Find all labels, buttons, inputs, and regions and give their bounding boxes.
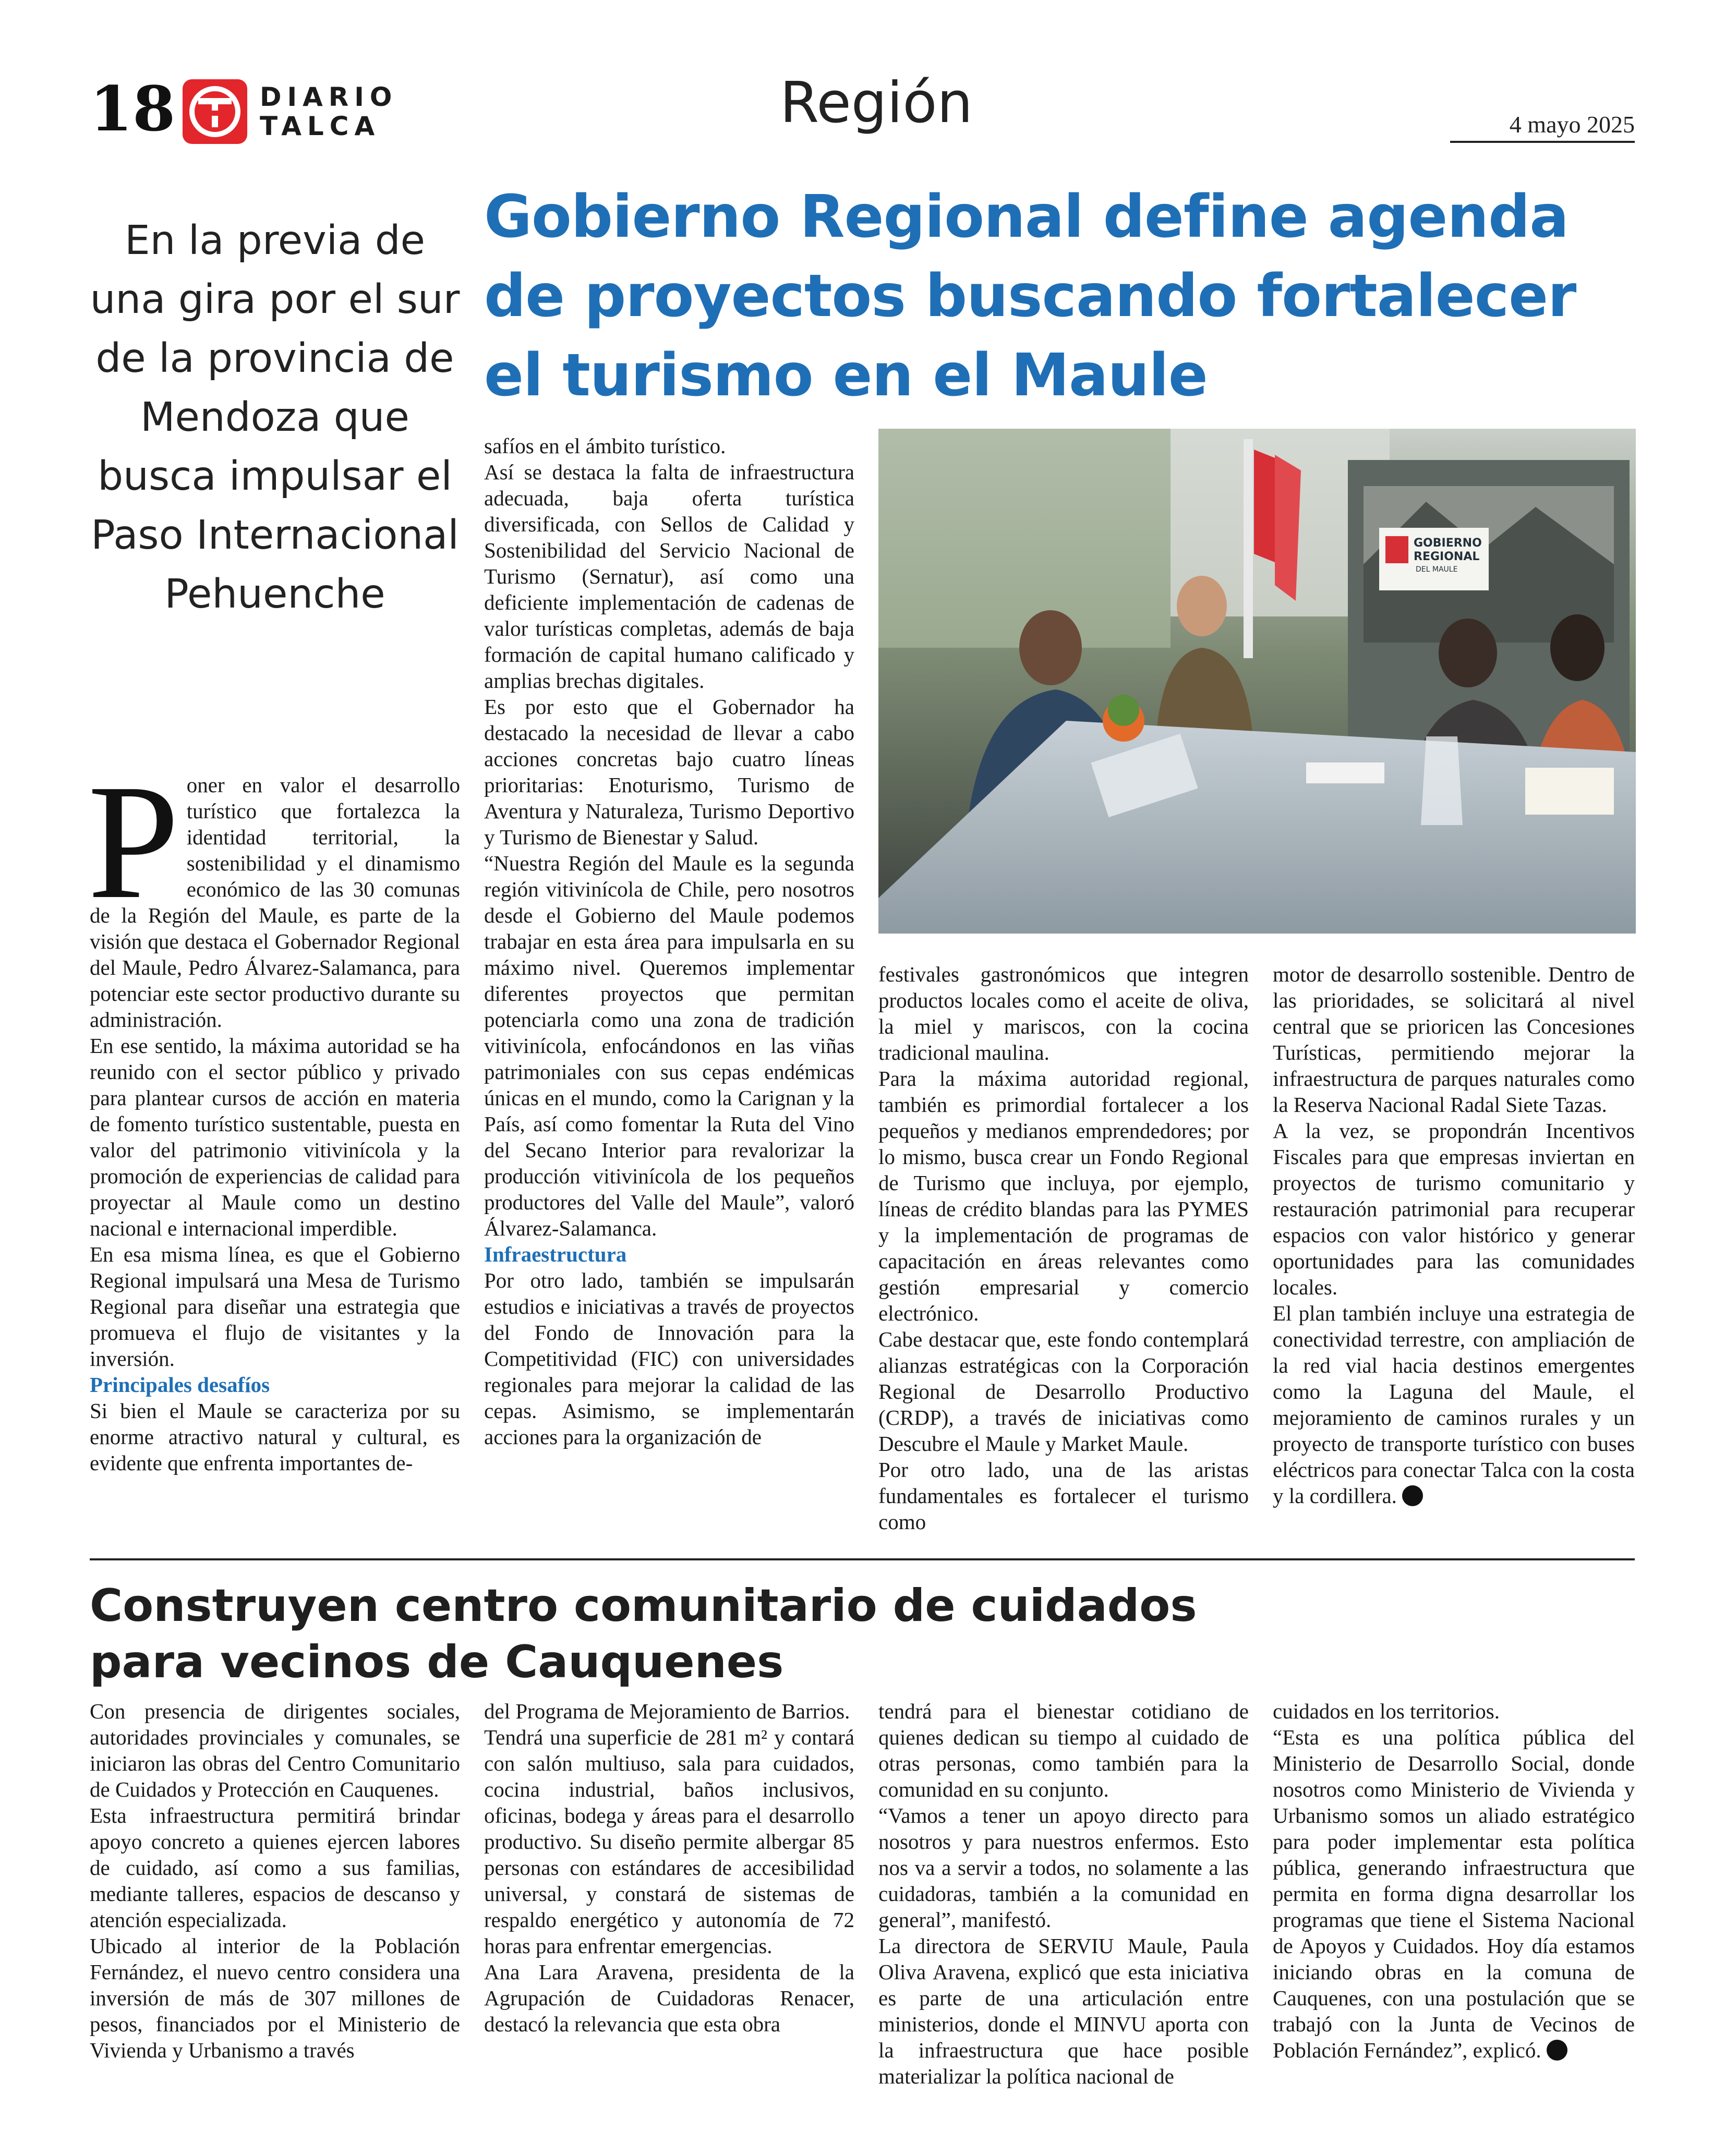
paragraph: Si bien el Maule se caracteriza por su enorme atractivo natural y cultural, es evidente que enfrenta importantes de-	[90, 1399, 460, 1475]
article2-column-2	[484, 1698, 854, 2037]
paragraph: En ese sentido, la máxima autoridad se ha reunido con el sector público y privado para plantear cursos de acción en materia de fomento turístico sustentable, puesta en valor del patrimonio vitivinícola y la promoción de experiencias de calidad para proyectar al Maule como un destino nacional e internacional imperdible.	[90, 1034, 460, 1240]
paragraph: A la vez, se propondrán Incentivos Fiscales para que empresas inviertan en proyectos de turismo comunitario y restauración patrimonial para recuperar espacios con valor histórico y generar oportunidades para las comunidades locales.	[1273, 1119, 1635, 1299]
paragraph: Así se destaca la falta de infraestructura adecuada, baja oferta turística diversificada, con Sellos de Calidad y Sostenibilidad del Servicio Nacional de Turismo (Sernatur), así como una deficiente implementación de cadenas de valor turísticas completas, además de baja formación de capital humano calificado y amplias brechas digitales.	[484, 460, 854, 693]
paragraph: Poner en valor el desarrollo turístico que fortalezca la identidad territorial, la sostenibilidad y el dinamismo económico de las 30 comunas de la Región del Maule, es parte de la visión que destaca el Gobernador Regional del Maule, Pedro Álvarez-Salamanca, para potenciar este sector productivo durante su administración.	[88, 750, 460, 1032]
paragraph: motor de desarrollo sostenible. Dentro de las prioridades, se solicitará al nivel central que se prioricen las Concesiones Turísticas, permitiendo mejorar la infraestructura de parques naturales como la Reserva Nacional Radal Siete Tazas.	[1273, 962, 1635, 1117]
end-of-article-icon	[1547, 2040, 1567, 2061]
article-lead: En la previa de una gira por el sur de la provincia de Mendoza que busca impulsar el Paso Internacional Pehuenche	[90, 217, 460, 617]
paragraph: safíos en el ámbito turístico.	[484, 434, 726, 458]
paragraph: Por otro lado, una de las aristas fundamentales es fortalecer el turismo como	[878, 1458, 1249, 1534]
article1-column-1	[88, 750, 460, 1476]
paragraph: Cabe destacar que, este fondo contemplará alianzas estratégicas con la Corporación Regional de Desarrollo Productivo (CRDP), a través de iniciativas como Descubre el Maule y Market Maule.	[878, 1327, 1249, 1456]
article1-column-3	[878, 961, 1249, 1535]
paragraph: Con presencia de dirigentes sociales, autoridades provinciales y comunales, se iniciaron las obras del Centro Comunitario de Cuidados y Protección en Cauquenes.	[90, 1699, 460, 1801]
paragraph: cuidados en los territorios.	[1273, 1699, 1500, 1723]
article1-column-4	[1273, 961, 1635, 1509]
paragraph: En esa misma línea, es que el Gobierno Regional impulsará una Mesa de Turismo Regional para diseñar una estrategia que promueva el flujo de visitantes y la inversión.	[90, 1242, 460, 1371]
paragraph: Tendrá una superficie de 281 m² y contará con salón multiuso, sala para cuidados, cocina industrial, baños inclusivos, oficinas, bodega y áreas para el desarrollo productivo. Su diseño permite albergar 85 personas con estándares de accesibilidad universal, y constará de sistemas de respaldo energético y autonomía de 72 horas para enfrentar emergencias.	[484, 1725, 854, 1958]
section-title: Región	[780, 70, 973, 136]
brand-line-2: TALCA	[260, 111, 381, 141]
paragraph: Ana Lara Aravena, presidenta de la Agrupación de Cuidadoras Renacer, destacó la relevancia que esta obra	[484, 1960, 854, 2036]
paragraph: festivales gastronómicos que integren productos locales como el aceite de oliva, la miel y mariscos, con la cocina tradicional maulina.	[878, 962, 1249, 1064]
drop-cap: P	[88, 750, 179, 933]
paragraph: Por otro lado, también se impulsarán estudios e iniciativas a través de proyectos del Fondo de Innovación para la Competitividad (FIC) con universidades regionales para mejorar la calidad de las cepas. Asimismo, se implementarán acciones para la organización de	[484, 1268, 854, 1449]
paragraph: “Esta es una política pública del Ministerio de Desarrollo Social, donde nosotros como Ministerio de Vivienda y Urbanismo somos un aliado estratégico para poder implementar esta política pública, generando infraestructura que permita en forma digna desarrollar los programas que tiene el Sistema Nacional de Apoyos y Cuidados. Hoy día estamos iniciando obras en la comuna de Cauquenes, con una postulación que se trabajó con la Junta de Vecinos de Población Fernández”, explicó.	[1273, 1725, 1635, 2062]
article2-column-1	[90, 1698, 460, 2063]
article2-column-4	[1273, 1698, 1635, 2063]
paragraph: El plan también incluye una estrategia de conectividad terrestre, con ampliación de la red vial hacia destinos emergentes como la Laguna del Maule, el mejoramiento de caminos rurales y un proyecto de transporte turístico con buses eléctricos para conectar Talca con la costa y la cordillera.	[1273, 1301, 1635, 1508]
paragraph: Para la máxima autoridad regional, también es primordial fortalecer a los pequeños y medianos emprendedores; por lo mismo, busca crear un Fondo Regional de Turismo que incluya, por ejemplo, líneas de crédito blandas para las PYMES y la implementación de programas de capacitación en áreas relevantes como gestión empresarial y comercio electrónico.	[878, 1067, 1249, 1325]
brand-name	[260, 82, 397, 141]
paragraph: Esta infraestructura permitirá brindar apoyo concreto a quienes ejercen labores de cuidado, así como a sus familias, mediante talleres, espacios de descanso y atención especializada.	[90, 1803, 460, 1932]
second-headline: Construyen centro comunitario de cuidados para vecinos de Cauquenes	[90, 1580, 1197, 1688]
date-underline	[1450, 141, 1635, 143]
sign-line-2: REGIONAL	[1414, 550, 1480, 563]
subheading-infraestructura: Infraestructura	[484, 1242, 627, 1266]
brand-logo[interactable]	[183, 79, 402, 146]
sign-line-1: GOBIERNO	[1414, 537, 1482, 550]
paragraph: La directora de SERVIU Maule, Paula Oliva Aravena, explicó que esta iniciativa es parte de una articulación entre ministerios, donde el MINVU aporta con la infraestructura que hace posible materializar la política nacional de	[878, 1934, 1249, 2088]
paragraph: Es por esto que el Gobernador ha destacado la necesidad de llevar a cabo acciones concretas bajo cuatro líneas prioritarias: Enoturismo, Turismo de Aventura y Naturaleza, Turismo Deportivo y Turismo de Bienestar y Salud.	[484, 695, 854, 849]
main-headline: Gobierno Regional define agenda de proyectos buscando fortalecer el turismo en el Maule	[484, 183, 1576, 409]
issue-date: 4 mayo 2025	[1509, 111, 1635, 138]
subheading-desafios: Principales desafíos	[90, 1373, 270, 1397]
article-divider	[90, 1558, 1635, 1560]
article2-column-3	[878, 1698, 1249, 2089]
meeting-photo	[878, 429, 1636, 934]
diario-talca-logo-icon	[183, 79, 247, 144]
paragraph: “Vamos a tener un apoyo directo para nosotros y para nuestros enfermos. Esto nos va a servir a todos, no solamente a las cuidadoras, también a la comunidad en general”, manifestó.	[878, 1803, 1249, 1932]
paragraph: tendrá para el bienestar cotidiano de quienes dedican su tiempo al cuidado de otras personas, como también para la comunidad en su conjunto.	[878, 1699, 1249, 1801]
paragraph: Ubicado al interior de la Población Fernández, el nuevo centro considera una inversión de más de 307 millones de pesos, financiados por el Ministerio de Vivienda y Urbanismo a través	[90, 1934, 460, 2062]
sign-line-3: DEL MAULE	[1416, 565, 1458, 574]
article1-column-2	[484, 433, 854, 1450]
end-of-article-icon	[1402, 1485, 1423, 1506]
paragraph: del Programa de Mejoramiento de Barrios.	[484, 1699, 850, 1723]
page-number: 18	[90, 72, 176, 145]
brand-line-1: DIARIO	[260, 82, 398, 112]
paragraph: “Nuestra Región del Maule es la segunda región vitivinícola de Chile, pero nosotros desde el Gobierno del Maule podemos trabajar en esta área para impulsarla en su máximo nivel. Queremos implementar diferentes proyectos que permitan potenciarla como una zona de tradición vitivinícola, enfocándonos en las viñas patrimoniales con sus cepas endémicas únicas en el mundo, como la Carignan y la País, así como fomentar la Ruta del Vino del Secano Interior para revalorizar la producción vitivinícola de los pequeños productores del Valle del Maule”, valoró Álvarez-Salamanca.	[484, 851, 854, 1240]
